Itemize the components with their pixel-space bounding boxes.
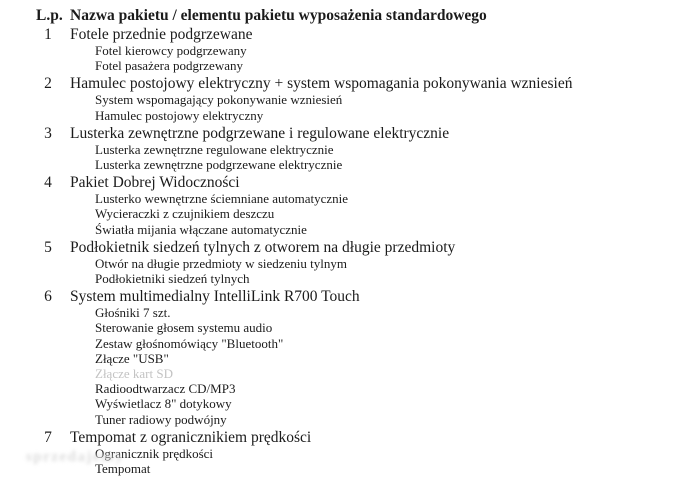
package-group — [0, 26, 690, 73]
package-name: Fotele przednie podgrzewane — [70, 26, 253, 43]
package-number: 5 — [44, 238, 52, 256]
package-element: Podłokietniki siedzeń tylnych — [95, 271, 250, 287]
package-element: Hamulec postojowy elektryczny — [95, 107, 264, 123]
package-element: Wycieraczki z czujnikiem deszczu — [95, 206, 275, 222]
package-number: 2 — [44, 75, 52, 93]
package-number: 3 — [44, 124, 52, 142]
package-row — [0, 429, 690, 446]
package-row — [0, 239, 690, 256]
package-element: Tuner radiowy podwójny — [95, 411, 227, 427]
column-header-lp: L.p. — [36, 7, 63, 24]
package-element: Światła mijania włączane automatycznie — [95, 221, 307, 237]
package-group — [0, 75, 690, 122]
package-row — [0, 75, 690, 92]
package-element: Fotel pasażera podgrzewany — [95, 58, 243, 74]
package-number: 6 — [44, 288, 52, 306]
package-number: 4 — [44, 174, 52, 192]
package-element: Złącze "USB" — [95, 350, 169, 366]
watermark: sprzedajemy — [26, 449, 125, 465]
package-element: Lusterka zewnętrzne podgrzewane elektrycznie — [95, 157, 343, 173]
package-name: Hamulec postojowy elektryczny + system wspomagania pokonywania wzniesień — [70, 75, 573, 93]
package-element: Otwór na długie przedmioty w siedzeniu tylnym — [95, 255, 348, 271]
package-element: Złącze kart SD — [95, 366, 173, 382]
package-number: 7 — [44, 428, 52, 446]
column-header-package-name: Nazwa pakietu / elementu pakietu wyposażenia standardowego — [70, 7, 487, 24]
package-list — [0, 26, 690, 476]
package-name: Lusterka zewnętrzne podgrzewane i regulowane elektrycznie — [70, 124, 450, 142]
package-group — [0, 288, 690, 427]
table-header-row — [0, 7, 690, 24]
package-element: Głośniki 7 szt. — [95, 305, 171, 321]
package-row — [0, 174, 690, 191]
package-element: Fotel kierowcy podgrzewany — [95, 43, 247, 58]
package-element: Ogranicznik prędkości — [95, 445, 214, 461]
package-element: Lusterko wewnętrzne ściemniane automatycznie — [95, 191, 349, 207]
package-element: Lusterka zewnętrzne regulowane elektrycznie — [95, 141, 334, 157]
package-group — [0, 239, 690, 286]
package-number: 1 — [44, 26, 52, 43]
package-group — [0, 174, 690, 237]
package-row — [0, 288, 690, 305]
package-element: Wyświetlacz 8" dotykowy — [95, 396, 232, 412]
package-row — [0, 125, 690, 142]
package-name: Podłokietnik siedzeń tylnych z otworem na długie przedmioty — [70, 238, 456, 256]
package-name: System multimedialny IntelliLink R700 Touch — [70, 288, 360, 306]
package-element: System wspomagający pokonywanie wzniesień — [95, 92, 343, 108]
package-row — [0, 26, 690, 43]
package-name: Pakiet Dobrej Widoczności — [70, 174, 240, 192]
package-element: Sterowanie głosem systemu audio — [95, 320, 273, 336]
package-element: Tempomat — [95, 461, 151, 477]
package-element: Radioodtwarzacz CD/MP3 — [95, 381, 236, 397]
package-name: Tempomat z ogranicznikiem prędkości — [70, 428, 312, 446]
package-element: Zestaw głośnomówiący "Bluetooth" — [95, 335, 284, 351]
package-group — [0, 429, 690, 476]
package-group — [0, 125, 690, 172]
